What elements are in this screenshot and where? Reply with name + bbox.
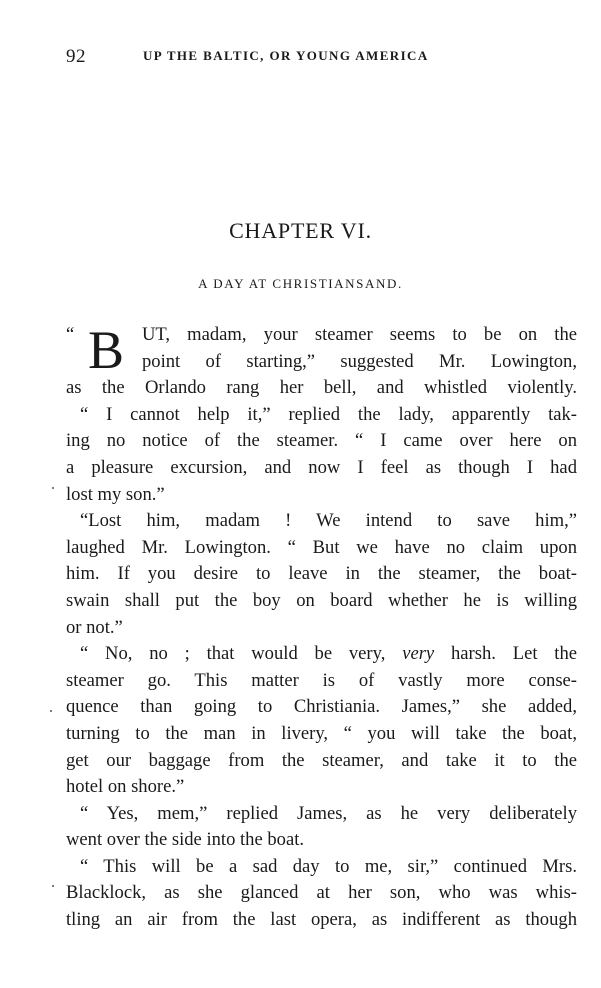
text-line: laughed Mr. Lowington. “ But we have no claim upon xyxy=(66,536,577,558)
print-speck xyxy=(52,487,54,489)
text-line: went over the side into the boat. xyxy=(66,829,305,851)
emphasis: very xyxy=(402,643,435,665)
text-line: quence than going to Christiania. James,” she added, xyxy=(66,696,577,718)
text-line: as the Orlando rang her bell, and whistled violently. xyxy=(66,377,577,399)
chapter-subtitle: A DAY AT CHRISTIANSAND. xyxy=(198,276,403,291)
text-line: Blacklock, as she glanced at her son, who was whis- xyxy=(66,882,577,904)
text-line: turning to the man in livery, “ you will take the boat, xyxy=(66,722,577,744)
text-line: swain shall put the boy on board whether he is willing xyxy=(66,589,577,611)
text-line: get our baggage from the steamer, and take it to the xyxy=(66,749,577,771)
text-line: “ Yes, mem,” replied James, as he very deliberately xyxy=(80,802,577,824)
text-line: him. If you desire to leave in the steamer, the boat- xyxy=(66,563,577,585)
text-line: or not.” xyxy=(66,616,123,638)
text-line: lost my son.” xyxy=(66,483,165,505)
line-text: harsh. Let the xyxy=(451,643,578,665)
text-line: steamer go. This matter is of vastly more conse- xyxy=(66,669,577,691)
drop-cap: B xyxy=(88,320,125,380)
text-line: point of starting,” suggested Mr. Lowington, xyxy=(142,350,577,372)
text-line: “Lost him, madam ! We intend to save him,” xyxy=(80,510,577,532)
chapter-heading: CHAPTER VI. xyxy=(229,218,372,243)
text-line: “ This will be a sad day to me, sir,” continued Mrs. xyxy=(80,855,577,877)
text-line: hotel on shore.” xyxy=(66,776,185,798)
print-speck xyxy=(50,710,52,712)
line-text: UT, madam, your steamer seems to be on the xyxy=(142,324,577,345)
body-text xyxy=(66,322,577,934)
line-text: “ No, no ; that would be very, xyxy=(80,643,386,665)
running-title: UP THE BALTIC, OR YOUNG AMERICA xyxy=(143,48,429,63)
page-number: 92 xyxy=(66,46,86,67)
opening-quote: “ xyxy=(66,324,75,345)
print-speck xyxy=(52,885,54,887)
text-line: tling an air from the last opera, as indifferent as though xyxy=(66,909,577,931)
text-line xyxy=(66,641,577,668)
text-line: a pleasure excursion, and now I feel as though I had xyxy=(66,456,577,478)
text-line: “ I cannot help it,” replied the lady, apparently tak- xyxy=(80,403,577,425)
text-line: ing no notice of the steamer. “ I came over here on xyxy=(66,430,577,452)
